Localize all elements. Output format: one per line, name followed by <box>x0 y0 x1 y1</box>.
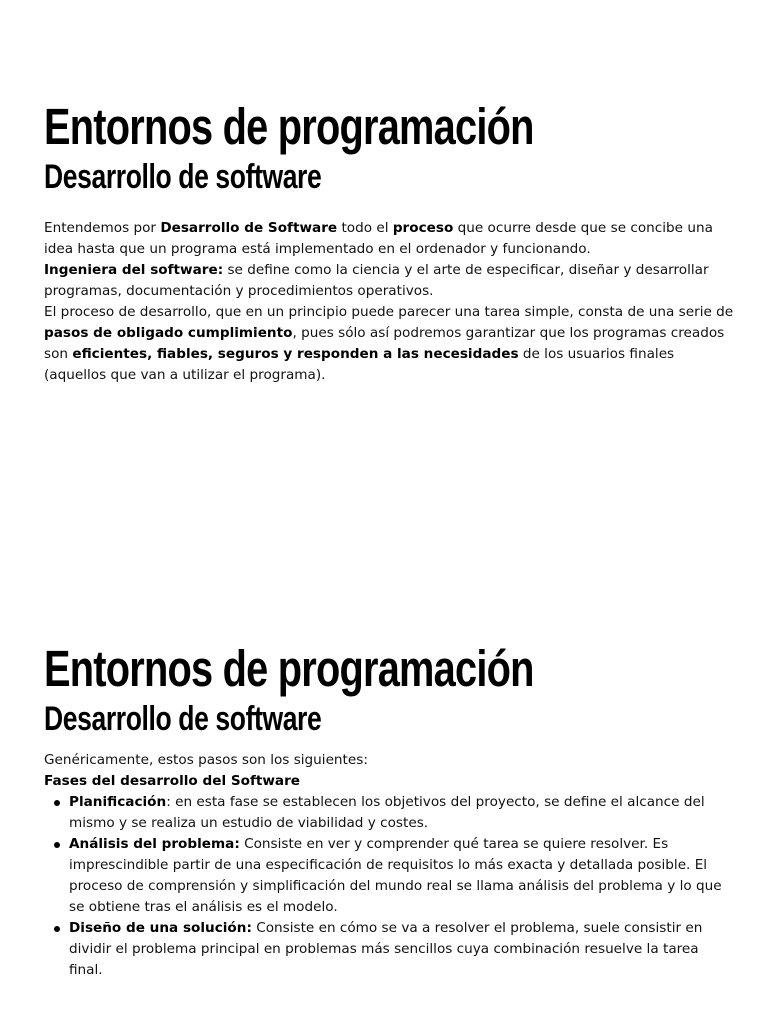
phase-name: Análisis del problema: <box>69 836 240 852</box>
phase-text: Consiste en ver y comprender qué tarea se quiere resolver. Es imprescindible partir de una especificación de requisitos lo más exacta y detallada posible. El proceso de comprensión y simplificación del mundo real se llama análisis del problema y lo que se obtiene tras el análisis es el modelo. <box>69 836 722 915</box>
paragraph-process <box>44 302 734 386</box>
slide-2 <box>44 638 734 981</box>
text-run: todo el <box>337 220 393 236</box>
bold-term: proceso <box>392 220 454 236</box>
text-run: El proceso de desarrollo, que en un principio puede parecer una tarea simple, consta de una serie de <box>44 304 734 320</box>
bold-term: pasos de obligado cumplimiento <box>44 325 293 341</box>
paragraph-engineering <box>44 260 734 302</box>
intro-text: Genéricamente, estos pasos son los siguientes: <box>44 752 368 768</box>
slide-title: Entornos de programación <box>44 98 534 155</box>
slide-body <box>44 218 734 386</box>
bold-heading: Fases del desarrollo del Software <box>44 773 301 789</box>
text-run: Entendemos por <box>44 220 161 236</box>
phase-text: Consiste en cómo se va a resolver el problema, suele consistir en dividir el problema principal en problemas más sencillos cuya combinación resuelve la tarea final. <box>69 920 703 978</box>
bold-term: Desarrollo de Software <box>160 220 338 236</box>
phase-name: Diseño de una solución: <box>69 920 252 936</box>
phases-list <box>44 792 734 981</box>
text-run: que ocurre desde que se concibe una idea hasta que un programa está implementado en el ordenador y funcionando. <box>44 220 713 257</box>
paragraph-definition <box>44 218 734 260</box>
bold-term: eficientes, fiables, seguros y responden a las necesidades <box>72 346 519 362</box>
slide-subtitle: Desarrollo de software <box>44 158 322 196</box>
slide-1 <box>44 96 734 386</box>
list-item <box>69 918 734 981</box>
text-run: se define como la ciencia y el arte de especificar, diseñar y desarrollar programas, documentación y procedimientos operativos. <box>44 262 709 299</box>
slide-subtitle: Desarrollo de software <box>44 700 322 738</box>
bold-term: Ingeniera del software: <box>44 262 224 278</box>
slide-title: Entornos de programación <box>44 640 534 697</box>
phase-text: : en esta fase se establecen los objetivos del proyecto, se define el alcance del mismo y se realiza un estudio de viabilidad y costes. <box>69 794 705 831</box>
text-run: de los usuarios finales (aquellos que van a utilizar el programa). <box>44 346 675 383</box>
list-item <box>69 792 734 834</box>
phase-name: Planificación <box>69 794 167 810</box>
slide-body <box>44 750 734 981</box>
text-run: , pues sólo así podremos garantizar que los programas creados son <box>44 325 725 362</box>
list-item <box>69 834 734 918</box>
phases-heading <box>44 771 734 792</box>
